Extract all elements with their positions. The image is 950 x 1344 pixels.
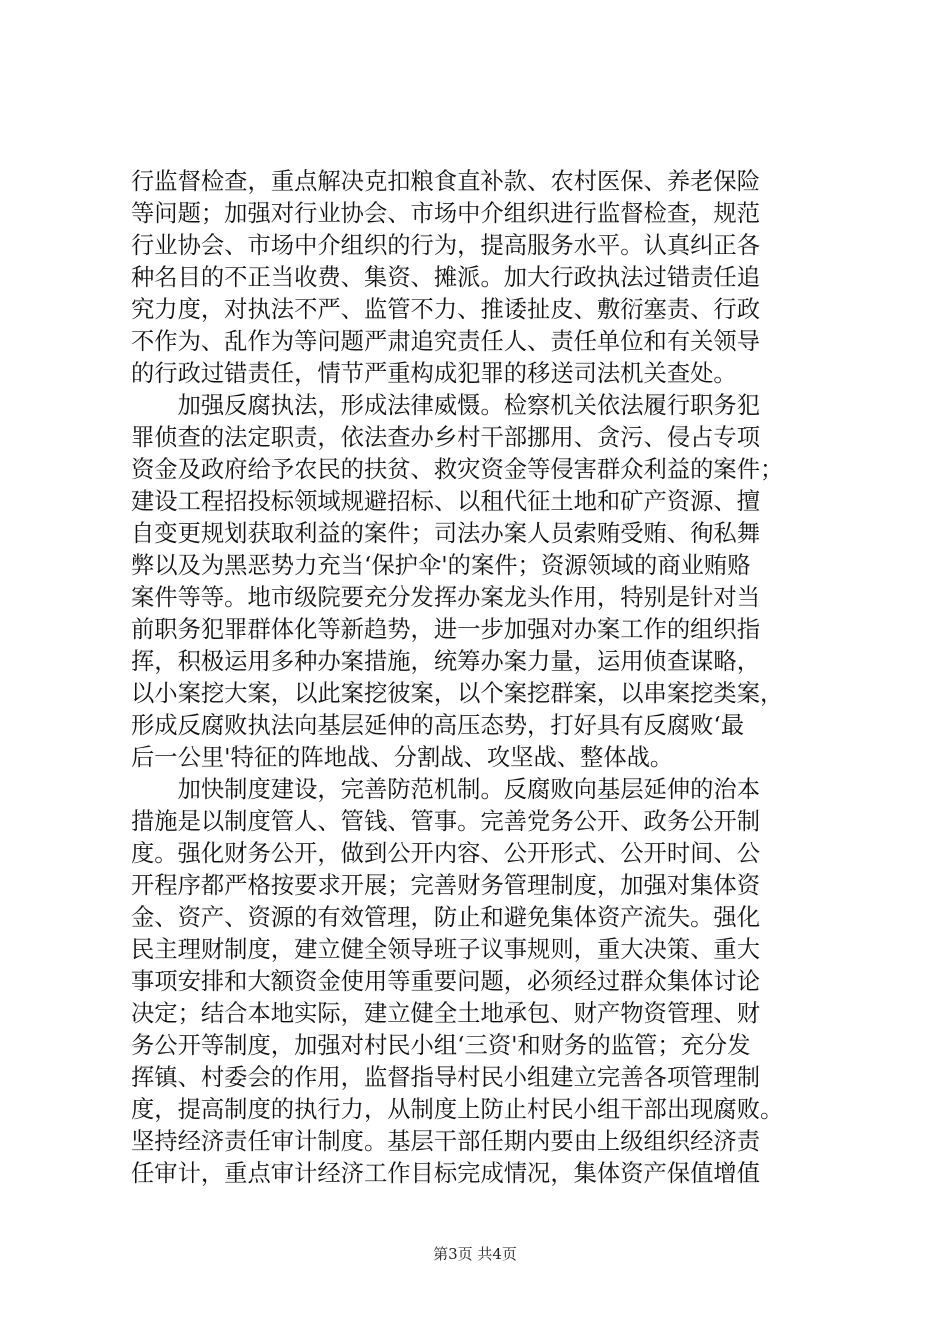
text-line: 务公开等制度，加强对村民小组‘三资'和财务的监管；充分发 <box>131 1032 751 1059</box>
page-footer: 第3页 共4页 <box>433 1245 517 1263</box>
text-line: 加强反腐执法，形成法律威慑。检察机关依法履行职务犯 <box>131 392 761 419</box>
text-line: 决定；结合本地实际，建立健全土地承包、财产物资管理、财 <box>131 1000 761 1027</box>
text-line: 前职务犯罪群体化等新趋势，进一步加强对办案工作的组织指 <box>131 616 761 643</box>
text-line: 事项安排和大额资金使用等重要问题，必须经过群众集体讨论 <box>131 968 761 995</box>
text-line: 建设工程招投标领域规避招标、以租代征土地和矿产资源、擅 <box>131 488 761 515</box>
text-line: 民主理财制度，建立健全领导班子议事规则，重大决策、重大 <box>131 936 761 963</box>
text-line: 度。强化财务公开，做到公开内容、公开形式、公开时间、公 <box>131 840 761 867</box>
text-line: 弊以及为黑恶势力充当‘保护伞'的案件；资源领域的商业贿赂 <box>131 552 751 579</box>
text-line: 措施是以制度管人、管钱、管事。完善党务公开、政务公开制 <box>131 808 761 835</box>
text-line: 度，提高制度的执行力，从制度上防止村民小组干部出现腐败。 <box>131 1096 784 1123</box>
text-line: 等问题；加强对行业协会、市场中介组织进行监督检查，规范 <box>131 200 761 227</box>
text-line: 形成反腐败执法向基层延伸的高压态势，打好具有反腐败‘最 <box>131 712 745 739</box>
text-line: 不作为、乱作为等问题严肃追究责任人、责任单位和有关领导 <box>131 328 761 355</box>
text-line: 种名目的不正当收费、集资、摊派。加大行政执法过错责任追 <box>131 264 761 291</box>
text-line: 究力度，对执法不严、监管不力、推诿扯皮、敷衍塞责、行政 <box>131 296 761 323</box>
text-line: 挥，积极运用多种办案措施，统筹办案力量，运用侦查谋略， <box>131 648 761 675</box>
text-line: 资金及政府给予农民的扶贫、救灾资金等侵害群众利益的案件； <box>131 456 784 483</box>
text-line: 罪侦查的法定职责，依法查办乡村干部挪用、贪污、侵占专项 <box>131 424 761 451</box>
text-line: 金、资产、资源的有效管理，防止和避免集体资产流失。强化 <box>131 904 761 931</box>
text-line: 自变更规划获取利益的案件；司法办案人员索贿受贿、徇私舞 <box>131 520 761 547</box>
text-line: 加快制度建设，完善防范机制。反腐败向基层延伸的治本 <box>131 776 761 803</box>
text-line: 开程序都严格按要求开展；完善财务管理制度，加强对集体资 <box>131 872 761 899</box>
text-line: 行业协会、市场中介组织的行为，提高服务水平。认真纠正各 <box>131 232 761 259</box>
text-line: 后一公里'特征的阵地战、分割战、攻坚战、整体战。 <box>131 744 674 771</box>
text-line: 挥镇、村委会的作用，监督指导村民小组建立完善各项管理制 <box>131 1064 761 1091</box>
text-line: 的行政过错责任，情节严重构成犯罪的移送司法机关查处。 <box>131 360 737 387</box>
text-line: 行监督检查，重点解决克扣粮食直补款、农村医保、养老保险 <box>131 168 761 195</box>
body-text <box>131 166 831 1190</box>
text-line: 任审计，重点审计经济工作目标完成情况，集体资产保值增值 <box>131 1160 761 1187</box>
text-line: 案件等等。地市级院要充分发挥办案龙头作用，特别是针对当 <box>131 584 761 611</box>
text-line: 坚持经济责任审计制度。基层干部任期内要由上级组织经济责 <box>131 1128 761 1155</box>
text-line: 以小案挖大案，以此案挖彼案，以个案挖群案，以串案挖类案， <box>131 680 784 707</box>
